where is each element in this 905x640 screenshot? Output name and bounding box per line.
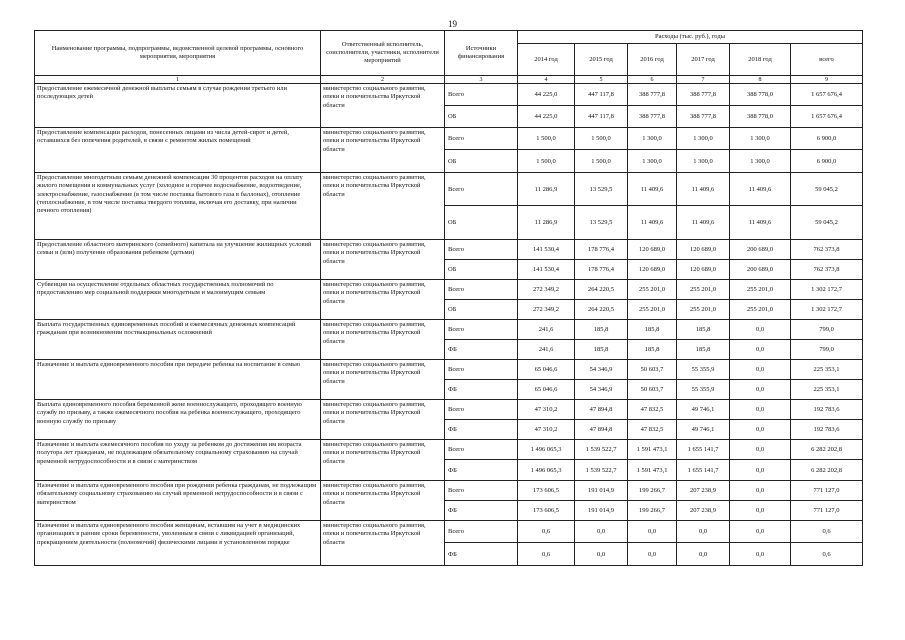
year-value: 388 777,8: [677, 106, 730, 128]
total-value: 225 353,1: [791, 360, 863, 380]
expenses-table: [34, 30, 863, 566]
year-value: 0,0: [730, 400, 791, 420]
year-value: 185,8: [677, 340, 730, 360]
year-value: 178 776,4: [575, 260, 628, 280]
year-value: 0,0: [730, 340, 791, 360]
header-executor: Ответственный исполнитель, соисполнители, участники, исполнители мероприятий: [321, 31, 445, 76]
total-value: 771 127,0: [791, 481, 863, 501]
year-value: 47 894,8: [575, 420, 628, 440]
year-value: 173 606,5: [518, 481, 575, 501]
year-value: 255 201,0: [628, 280, 677, 300]
table-row: [35, 128, 863, 150]
year-value: 388 777,8: [677, 84, 730, 106]
header-source: Источники финансирования: [445, 31, 518, 76]
header-year: 2014 год: [518, 44, 575, 76]
year-value: 120 689,0: [677, 240, 730, 260]
year-value: 1 300,0: [677, 150, 730, 173]
total-value: 59 045,2: [791, 206, 863, 240]
year-value: 47 832,5: [628, 420, 677, 440]
total-value: 799,0: [791, 340, 863, 360]
activity-name: Субвенция на осуществление отдельных областных государственных полномочий по предоставлению мер социальной поддержки многодетным и малоимущим семьям: [35, 280, 321, 320]
year-value: 0,0: [677, 521, 730, 543]
year-value: 54 346,9: [575, 380, 628, 400]
total-value: 1 657 676,4: [791, 84, 863, 106]
total-value: 6 900,0: [791, 150, 863, 173]
year-value: 1 655 141,7: [677, 440, 730, 460]
total-value: 1 302 172,7: [791, 280, 863, 300]
year-value: 47 832,5: [628, 400, 677, 420]
funding-source: ОБ: [445, 106, 518, 128]
year-value: 50 603,7: [628, 380, 677, 400]
year-value: 50 603,7: [628, 360, 677, 380]
funding-source: Всего: [445, 280, 518, 300]
header-year: 2016 год: [628, 44, 677, 76]
funding-source: ФБ: [445, 380, 518, 400]
funding-source: Всего: [445, 128, 518, 150]
executor: министерство социального развития, опеки и попечительства Иркутской области: [321, 280, 445, 320]
year-value: 11 409,6: [628, 173, 677, 206]
year-value: 200 689,0: [730, 260, 791, 280]
year-value: 1 496 065,3: [518, 460, 575, 481]
year-value: 11 409,6: [677, 173, 730, 206]
year-value: 0,0: [730, 420, 791, 440]
year-value: 0,6: [518, 543, 575, 566]
funding-source: ФБ: [445, 501, 518, 521]
funding-source: Всего: [445, 240, 518, 260]
funding-source: ОБ: [445, 150, 518, 173]
table-body: [35, 84, 863, 566]
executor: министерство социального развития, опеки и попечительства Иркутской области: [321, 173, 445, 240]
year-value: 0,0: [730, 360, 791, 380]
column-number: 4: [518, 76, 575, 84]
column-number: 1: [35, 76, 321, 84]
column-number: 3: [445, 76, 518, 84]
year-value: 55 355,9: [677, 380, 730, 400]
year-value: 1 539 522,7: [575, 440, 628, 460]
total-value: 225 353,1: [791, 380, 863, 400]
header-total: всего: [791, 44, 863, 76]
total-value: 771 127,0: [791, 501, 863, 521]
year-value: 185,8: [575, 340, 628, 360]
year-value: 0,0: [575, 543, 628, 566]
year-value: 0,0: [628, 521, 677, 543]
year-value: 255 201,0: [677, 300, 730, 320]
activity-name: Выплата единовременного пособия беременной жене военнослужащего, проходящего военную службу по призыву, а также ежемесячного пособия на ребенка военнослужащего, проходящего военную службу по призыву: [35, 400, 321, 440]
total-value: 799,0: [791, 320, 863, 340]
column-numbers-row: [35, 76, 863, 84]
year-value: 11 409,6: [677, 206, 730, 240]
year-value: 255 201,0: [730, 300, 791, 320]
table-row: [35, 240, 863, 260]
year-value: 1 500,0: [518, 128, 575, 150]
year-value: 191 014,9: [575, 481, 628, 501]
year-value: 0,0: [730, 543, 791, 566]
year-value: 200 689,0: [730, 240, 791, 260]
year-value: 241,6: [518, 320, 575, 340]
year-value: 120 689,0: [677, 260, 730, 280]
year-value: 255 201,0: [730, 280, 791, 300]
funding-source: Всего: [445, 400, 518, 420]
table-row: [35, 481, 863, 501]
table-row: [35, 84, 863, 106]
year-value: 241,6: [518, 340, 575, 360]
funding-source: ФБ: [445, 420, 518, 440]
year-value: 0,0: [730, 501, 791, 521]
year-value: 55 355,9: [677, 360, 730, 380]
year-value: 1 591 473,1: [628, 440, 677, 460]
year-value: 13 529,5: [575, 206, 628, 240]
year-value: 388 777,8: [628, 84, 677, 106]
year-value: 44 225,0: [518, 84, 575, 106]
year-value: 1 500,0: [518, 150, 575, 173]
year-value: 1 300,0: [677, 128, 730, 150]
year-value: 1 539 522,7: [575, 460, 628, 481]
total-value: 0,6: [791, 543, 863, 566]
executor: министерство социального развития, опеки и попечительства Иркутской области: [321, 84, 445, 128]
year-value: 11 409,6: [730, 206, 791, 240]
year-value: 65 046,6: [518, 360, 575, 380]
year-value: 447 117,8: [575, 84, 628, 106]
executor: министерство социального развития, опеки и попечительства Иркутской области: [321, 360, 445, 400]
total-value: 6 900,0: [791, 128, 863, 150]
column-number: 5: [575, 76, 628, 84]
activity-name: Предоставление ежемесячной денежной выплаты семьям в случае рождения третьего или последующих детей: [35, 84, 321, 128]
year-value: 185,8: [628, 320, 677, 340]
year-value: 1 300,0: [730, 150, 791, 173]
year-value: 173 606,5: [518, 501, 575, 521]
year-value: 388 778,0: [730, 84, 791, 106]
executor: министерство социального развития, опеки и попечительства Иркутской области: [321, 240, 445, 280]
funding-source: ФБ: [445, 543, 518, 566]
year-value: 0,0: [730, 481, 791, 501]
funding-source: ФБ: [445, 340, 518, 360]
year-value: 185,8: [628, 340, 677, 360]
column-number: 7: [677, 76, 730, 84]
year-value: 1 500,0: [575, 150, 628, 173]
year-value: 120 689,0: [628, 240, 677, 260]
page-number: 19: [448, 19, 457, 29]
table-row: [35, 521, 863, 543]
year-value: 44 225,0: [518, 106, 575, 128]
table-row: [35, 173, 863, 206]
year-value: 1 496 065,3: [518, 440, 575, 460]
total-value: 192 783,6: [791, 400, 863, 420]
executor: министерство социального развития, опеки и попечительства Иркутской области: [321, 320, 445, 360]
activity-name: Предоставление областного материнского (семейного) капитала на улучшение жилищных условий семьи и (или) получение образования ребенком (детьми): [35, 240, 321, 280]
year-value: 49 746,1: [677, 400, 730, 420]
total-value: 762 373,8: [791, 260, 863, 280]
year-value: 199 266,7: [628, 481, 677, 501]
total-value: 1 657 676,4: [791, 106, 863, 128]
executor: министерство социального развития, опеки и попечительства Иркутской области: [321, 128, 445, 173]
year-value: 1 300,0: [628, 128, 677, 150]
header-year: 2018 год: [730, 44, 791, 76]
funding-source: ФБ: [445, 460, 518, 481]
year-value: 388 777,8: [628, 106, 677, 128]
year-value: 54 346,9: [575, 360, 628, 380]
year-value: 178 776,4: [575, 240, 628, 260]
year-value: 264 220,5: [575, 280, 628, 300]
year-value: 47 894,8: [575, 400, 628, 420]
total-value: 762 373,8: [791, 240, 863, 260]
year-value: 0,0: [677, 543, 730, 566]
year-value: 185,8: [677, 320, 730, 340]
funding-source: ОБ: [445, 206, 518, 240]
year-value: 1 500,0: [575, 128, 628, 150]
year-value: 120 689,0: [628, 260, 677, 280]
funding-source: Всего: [445, 173, 518, 206]
year-value: 0,0: [730, 460, 791, 481]
year-value: 0,6: [518, 521, 575, 543]
header-year: 2017 год: [677, 44, 730, 76]
year-value: 264 220,5: [575, 300, 628, 320]
year-value: 1 300,0: [730, 128, 791, 150]
year-value: 388 778,0: [730, 106, 791, 128]
year-value: 1 655 141,7: [677, 460, 730, 481]
year-value: 207 238,9: [677, 481, 730, 501]
activity-name: Назначение и выплата единовременного пособия при рождении ребенка гражданам, не подлежащим обязательному социальному страхованию на случай временной нетрудоспособности и в связи с материнством: [35, 481, 321, 521]
funding-source: Всего: [445, 481, 518, 501]
table-row: [35, 320, 863, 340]
year-value: 11 409,6: [730, 173, 791, 206]
year-value: 49 746,1: [677, 420, 730, 440]
activity-name: Назначение и выплата единовременного пособия при передаче ребенка на воспитание в семью: [35, 360, 321, 400]
year-value: 13 529,5: [575, 173, 628, 206]
year-value: 185,8: [575, 320, 628, 340]
year-value: 141 530,4: [518, 240, 575, 260]
table-row: [35, 360, 863, 380]
total-value: 59 045,2: [791, 173, 863, 206]
column-number: 9: [791, 76, 863, 84]
year-value: 447 117,8: [575, 106, 628, 128]
year-value: 0,0: [730, 521, 791, 543]
funding-source: ОБ: [445, 300, 518, 320]
table-row: [35, 280, 863, 300]
funding-source: Всего: [445, 440, 518, 460]
year-value: 272 349,2: [518, 280, 575, 300]
column-number: 2: [321, 76, 445, 84]
year-value: 47 310,2: [518, 420, 575, 440]
year-value: 207 238,9: [677, 501, 730, 521]
year-value: 0,0: [730, 380, 791, 400]
year-value: 1 300,0: [628, 150, 677, 173]
year-value: 255 201,0: [628, 300, 677, 320]
executor: министерство социального развития, опеки и попечительства Иркутской области: [321, 440, 445, 481]
executor: министерство социального развития, опеки и попечительства Иркутской области: [321, 481, 445, 521]
funding-source: Всего: [445, 360, 518, 380]
year-value: 191 014,9: [575, 501, 628, 521]
year-value: 1 591 473,1: [628, 460, 677, 481]
total-value: 6 282 202,8: [791, 440, 863, 460]
executor: министерство социального развития, опеки и попечительства Иркутской области: [321, 521, 445, 566]
year-value: 47 310,2: [518, 400, 575, 420]
year-value: 0,0: [628, 543, 677, 566]
funding-source: Всего: [445, 521, 518, 543]
year-value: 272 349,2: [518, 300, 575, 320]
year-value: 0,0: [730, 440, 791, 460]
total-value: 6 282 202,8: [791, 460, 863, 481]
total-value: 1 302 172,7: [791, 300, 863, 320]
total-value: 0,6: [791, 521, 863, 543]
activity-name: Назначение и выплата ежемесячного пособия по уходу за ребенком до достижения им возраста полутора лет гражданам, не подлежащим обязательному социальному страхованию на случай временной нетрудоспособности и в связи с материнством: [35, 440, 321, 481]
column-number: 6: [628, 76, 677, 84]
column-number: 8: [730, 76, 791, 84]
header-year: 2015 год: [575, 44, 628, 76]
activity-name: Назначение и выплата единовременного пособия женщинам, вставшим на учет в медицинских организациях в ранние сроки беременности, уволенным в связи с ликвидацией организаций, прекращением деятельности (полномочий) физическими лицами в установленном порядке: [35, 521, 321, 566]
year-value: 0,0: [575, 521, 628, 543]
funding-source: Всего: [445, 84, 518, 106]
activity-name: Предоставление компенсации расходов, понесенных лицами из числа детей-сирот и детей, оставшихся без попечения родителей, в связи с ремонтом жилых помещений: [35, 128, 321, 173]
year-value: 0,0: [730, 320, 791, 340]
year-value: 11 286,9: [518, 206, 575, 240]
header-expenses: Расходы (тыс. руб.), годы: [518, 31, 863, 44]
funding-source: ОБ: [445, 260, 518, 280]
funding-source: Всего: [445, 320, 518, 340]
table-row: [35, 400, 863, 420]
total-value: 192 783,6: [791, 420, 863, 440]
executor: министерство социального развития, опеки и попечительства Иркутской области: [321, 400, 445, 440]
activity-name: Предоставление многодетным семьям денежной компенсации 30 процентов расходов на оплату жилого помещения и коммунальных услуг (холодное и горячее водоснабжение, водоотведение, электроснабжение, газоснабжение (в том числе поставка бытового газа в баллонах), отопление (теплоснабжение, в том числе поставка твердого топлива, включая его доставку, при наличии печного отопления): [35, 173, 321, 240]
table-row: [35, 440, 863, 460]
header-name: Наименование программы, подпрограммы, ведомственной целевой программы, основного мероприятия, мероприятия: [35, 31, 321, 76]
year-value: 65 046,6: [518, 380, 575, 400]
year-value: 199 266,7: [628, 501, 677, 521]
year-value: 255 201,0: [677, 280, 730, 300]
year-value: 141 530,4: [518, 260, 575, 280]
year-value: 11 409,6: [628, 206, 677, 240]
year-value: 11 286,9: [518, 173, 575, 206]
activity-name: Выплата государственных единовременных пособий и ежемесячных денежных компенсаций гражданам при возникновении поствакцинальных осложнений: [35, 320, 321, 360]
